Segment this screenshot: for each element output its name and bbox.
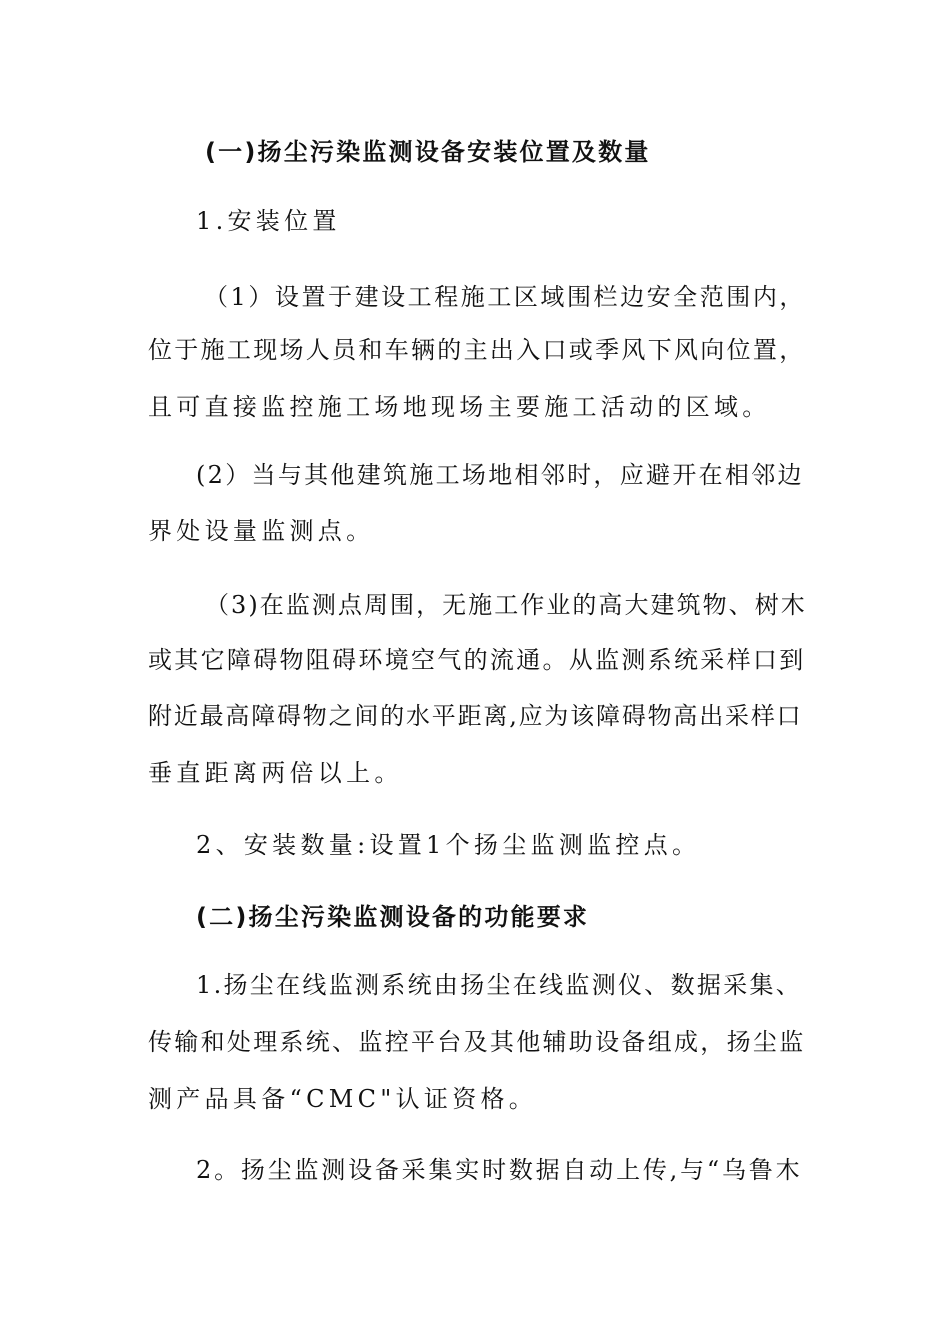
paragraph-line: （1）设置于建设工程施工区域围栏边安全范围内， (204, 283, 806, 311)
paragraph-line: 传输和处理系统、监控平台及其他辅助设备组成，扬尘监 (148, 1028, 806, 1056)
paragraph-line: 2。扬尘监测设备采集实时数据自动上传,与“乌鲁木 (196, 1156, 803, 1184)
paragraph-line: 垂直距离两倍以上。 (148, 759, 403, 787)
paragraph-line: 1.扬尘在线监测系统由扬尘在线监测仪、数据采集、 (196, 971, 803, 999)
paragraph-line: 且可直接监控施工场地现场主要施工活动的区域。 (148, 393, 771, 421)
paragraph-line: 位于施工现场人员和车辆的主出入口或季风下风向位置， (148, 336, 806, 364)
paragraph-line: 或其它障碍物阻碍环境空气的流通。从监测系统采样口到 (148, 646, 806, 674)
paragraph-line: （3)在监测点周围，无施工作业的高大建筑物、树木 (205, 591, 807, 619)
item-installation-quantity: 2、安装数量:设置1个扬尘监测监控点。 (196, 831, 701, 859)
section-heading-functions: (二)扬尘污染监测设备的功能要求 (196, 903, 590, 931)
paragraph-line: 界处设量监测点。 (148, 517, 375, 545)
paragraph-line: 附近最高障碍物之间的水平距离,应为该障碍物高出采样口 (148, 702, 803, 730)
paragraph-line: (2）当与其他建筑施工场地相邻时，应避开在相邻边 (196, 461, 804, 489)
paragraph-line: 测产品具备“CMC"认证资格。 (148, 1085, 538, 1113)
item-title-installation-location: 1.安装位置 (196, 207, 341, 235)
section-heading-installation: (一)扬尘污染监测设备安装位置及数量 (205, 138, 651, 166)
